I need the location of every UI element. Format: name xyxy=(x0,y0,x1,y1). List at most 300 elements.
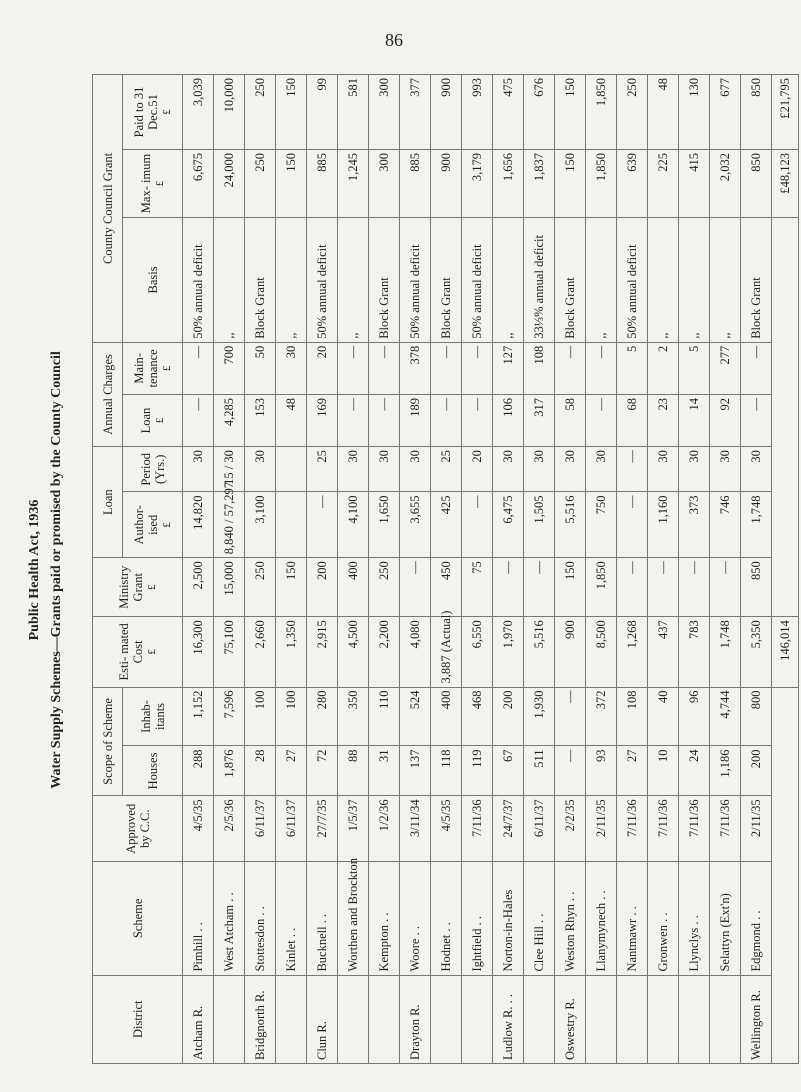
table-row xyxy=(400,75,431,1064)
houses-cell: 511 xyxy=(524,746,555,796)
paid-cell: 993 xyxy=(462,75,493,150)
estimated-cost-cell: 1,970 xyxy=(493,617,524,687)
scheme-cell: Bucknell . . xyxy=(307,862,338,975)
inhabitants-cell: 1,152 xyxy=(183,687,214,746)
loan-authorised-cell: 1,650 xyxy=(369,492,400,558)
annual-loan-cell: 169 xyxy=(307,394,338,446)
table-row xyxy=(307,75,338,1064)
maintenance-cell: — xyxy=(586,342,617,394)
total-estimated-cost: 146,014 xyxy=(772,617,799,687)
ministry-grant-cell: 250 xyxy=(369,558,400,617)
estimated-cost-cell: 6,550 xyxy=(462,617,493,687)
basis-cell: ,, xyxy=(214,218,245,343)
scheme-cell: Norton-in-Hales xyxy=(493,862,524,975)
houses-cell: 72 xyxy=(307,746,338,796)
district-cell xyxy=(338,975,369,1063)
page-number: 86 xyxy=(385,30,403,50)
district-cell: Oswestry R. xyxy=(555,975,586,1063)
scheme-cell: West Atcham . . xyxy=(214,862,245,975)
ministry-grant-cell: 250 xyxy=(245,558,276,617)
loan-authorised-cell: 14,820 xyxy=(183,492,214,558)
houses-cell: 1,876 xyxy=(214,746,245,796)
table-body xyxy=(183,75,772,1064)
paid-cell: 677 xyxy=(710,75,741,150)
inhabitants-cell: 372 xyxy=(586,687,617,746)
ministry-grant-cell: — xyxy=(648,558,679,617)
estimated-cost-cell: 4,500 xyxy=(338,617,369,687)
estimated-cost-cell: 1,268 xyxy=(617,617,648,687)
district-cell xyxy=(617,975,648,1063)
ministry-grant-cell: 2,500 xyxy=(183,558,214,617)
estimated-cost-cell: 900 xyxy=(555,617,586,687)
annual-loan-cell: 189 xyxy=(400,394,431,446)
paid-cell: 10,000 xyxy=(214,75,245,150)
loan-authorised-cell: 425 xyxy=(431,492,462,558)
district-cell: Clun R. xyxy=(307,975,338,1063)
district-cell xyxy=(524,975,555,1063)
estimated-cost-cell: 2,200 xyxy=(369,617,400,687)
basis-cell: 50% annual deficit xyxy=(462,218,493,343)
scheme-cell: Gronwen . . xyxy=(648,862,679,975)
header-maximum: Max- imum £ xyxy=(123,150,183,218)
approved-date-cell: 1/5/37 xyxy=(338,796,369,862)
basis-cell: Block Grant xyxy=(555,218,586,343)
maximum-cell: 150 xyxy=(276,150,307,218)
district-cell xyxy=(462,975,493,1063)
district-cell xyxy=(276,975,307,1063)
scheme-cell: Pimhill . . xyxy=(183,862,214,975)
scheme-cell: Nantmawr . . xyxy=(617,862,648,975)
maximum-cell: 1,656 xyxy=(493,150,524,218)
totals-row xyxy=(772,75,799,1064)
district-cell xyxy=(648,975,679,1063)
estimated-cost-cell: 1,350 xyxy=(276,617,307,687)
ministry-grant-cell: 400 xyxy=(338,558,369,617)
maintenance-cell: — xyxy=(338,342,369,394)
basis-cell: ,, xyxy=(679,218,710,343)
ministry-grant-cell: — xyxy=(493,558,524,617)
table-row xyxy=(679,75,710,1064)
houses-cell: 93 xyxy=(586,746,617,796)
maximum-cell: 639 xyxy=(617,150,648,218)
approved-date-cell: 1/2/36 xyxy=(369,796,400,862)
approved-date-cell: 6/11/37 xyxy=(524,796,555,862)
annual-loan-cell: — xyxy=(183,394,214,446)
paid-cell: 130 xyxy=(679,75,710,150)
table-row xyxy=(276,75,307,1064)
estimated-cost-cell: 16,300 xyxy=(183,617,214,687)
loan-period-cell: — xyxy=(617,447,648,492)
header-paid: Paid to 31 Dec.51 £ xyxy=(123,75,183,150)
title-line-2: Water Supply Schemes—Grants paid or promised by the County Council xyxy=(49,351,64,789)
header-annual-charges: Annual Charges xyxy=(93,342,123,446)
maintenance-cell: — xyxy=(369,342,400,394)
maximum-cell: 24,000 xyxy=(214,150,245,218)
maintenance-cell: 277 xyxy=(710,342,741,394)
total-paid: £21,795 xyxy=(772,75,799,150)
basis-cell: Block Grant xyxy=(431,218,462,343)
inhabitants-cell: 96 xyxy=(679,687,710,746)
district-cell xyxy=(586,975,617,1063)
table-row xyxy=(555,75,586,1064)
paid-cell: 676 xyxy=(524,75,555,150)
ministry-grant-cell: 200 xyxy=(307,558,338,617)
maintenance-cell: 700 xyxy=(214,342,245,394)
loan-authorised-cell xyxy=(276,492,307,558)
table-row xyxy=(245,75,276,1064)
scheme-cell: Stottesdon . . xyxy=(245,862,276,975)
ministry-grant-cell: — xyxy=(400,558,431,617)
estimated-cost-cell: 2,915 xyxy=(307,617,338,687)
estimated-cost-cell: 2,660 xyxy=(245,617,276,687)
houses-cell: 27 xyxy=(617,746,648,796)
maintenance-cell: 2 xyxy=(648,342,679,394)
scheme-cell: Woore . . xyxy=(400,862,431,975)
maintenance-cell: 108 xyxy=(524,342,555,394)
annual-loan-cell: — xyxy=(586,394,617,446)
ministry-grant-cell: 450 xyxy=(431,558,462,617)
houses-cell: 1,186 xyxy=(710,746,741,796)
district-cell xyxy=(679,975,710,1063)
table-row xyxy=(338,75,369,1064)
maximum-cell: 250 xyxy=(245,150,276,218)
maintenance-cell: — xyxy=(183,342,214,394)
loan-authorised-cell: 1,160 xyxy=(648,492,679,558)
loan-period-cell: 15 / 30 xyxy=(214,447,245,492)
header-loan-group: Loan xyxy=(93,447,123,558)
header-basis: Basis xyxy=(123,218,183,343)
header-annual-loan: Loan £ xyxy=(123,394,183,446)
inhabitants-cell: 7,596 xyxy=(214,687,245,746)
approved-date-cell: 7/11/36 xyxy=(617,796,648,862)
paid-cell: 377 xyxy=(400,75,431,150)
maximum-cell: 225 xyxy=(648,150,679,218)
estimated-cost-cell: 1,748 xyxy=(710,617,741,687)
loan-authorised-cell: 3,655 xyxy=(400,492,431,558)
district-cell: Ludlow R. . . xyxy=(493,975,524,1063)
paid-cell: 475 xyxy=(493,75,524,150)
paid-cell: 1,850 xyxy=(586,75,617,150)
loan-period-cell: 30 xyxy=(493,447,524,492)
houses-cell: — xyxy=(555,746,586,796)
table-row xyxy=(741,75,772,1064)
basis-cell: 50% annual deficit xyxy=(183,218,214,343)
annual-loan-cell: 92 xyxy=(710,394,741,446)
estimated-cost-cell: 8,500 xyxy=(586,617,617,687)
inhabitants-cell: 524 xyxy=(400,687,431,746)
header-inhabitants: Inhab- itants xyxy=(123,687,183,746)
table-row xyxy=(214,75,245,1064)
total-maximum: £48,123 xyxy=(772,150,799,218)
scheme-cell: Worthen and Brockton xyxy=(338,862,369,975)
district-cell: Bridgnorth R. xyxy=(245,975,276,1063)
ministry-grant-cell: 75 xyxy=(462,558,493,617)
loan-period-cell: 30 xyxy=(524,447,555,492)
approved-date-cell: 2/11/35 xyxy=(741,796,772,862)
annual-loan-cell: 14 xyxy=(679,394,710,446)
rotated-table-area xyxy=(92,74,792,1064)
basis-cell: ,, xyxy=(493,218,524,343)
scheme-cell: Llynclys . . xyxy=(679,862,710,975)
table-row xyxy=(183,75,214,1064)
basis-cell: ,, xyxy=(276,218,307,343)
ministry-grant-cell: — xyxy=(524,558,555,617)
houses-cell: 288 xyxy=(183,746,214,796)
ministry-grant-cell: 1,850 xyxy=(586,558,617,617)
table-row xyxy=(524,75,555,1064)
loan-period-cell: 30 xyxy=(679,447,710,492)
loan-authorised-cell: 746 xyxy=(710,492,741,558)
grants-table xyxy=(92,74,792,1064)
loan-period-cell: 30 xyxy=(245,447,276,492)
approved-date-cell: 4/5/35 xyxy=(431,796,462,862)
loan-period-cell: 20 xyxy=(462,447,493,492)
inhabitants-cell: 280 xyxy=(307,687,338,746)
annual-loan-cell: 4,285 xyxy=(214,394,245,446)
title-line-1: Public Health Act, 1936 xyxy=(27,499,42,641)
annual-loan-cell: — xyxy=(462,394,493,446)
table-row xyxy=(431,75,462,1064)
inhabitants-cell: 200 xyxy=(493,687,524,746)
scheme-cell: Kempton . . xyxy=(369,862,400,975)
maximum-cell: 1,850 xyxy=(586,150,617,218)
houses-cell: 119 xyxy=(462,746,493,796)
approved-date-cell: 7/11/36 xyxy=(679,796,710,862)
ministry-grant-cell: 15,000 xyxy=(214,558,245,617)
loan-period-cell: 25 xyxy=(307,447,338,492)
houses-cell: 118 xyxy=(431,746,462,796)
estimated-cost-cell: 5,516 xyxy=(524,617,555,687)
inhabitants-cell: 350 xyxy=(338,687,369,746)
approved-date-cell: 7/11/36 xyxy=(710,796,741,862)
loan-period-cell: 30 xyxy=(555,447,586,492)
maximum-cell: 150 xyxy=(555,150,586,218)
header-houses: Houses xyxy=(123,746,183,796)
basis-cell: ,, xyxy=(586,218,617,343)
maintenance-cell: — xyxy=(462,342,493,394)
loan-authorised-cell: 3,100 xyxy=(245,492,276,558)
paid-cell: 150 xyxy=(276,75,307,150)
scheme-cell: Edgmond . . xyxy=(741,862,772,975)
basis-cell: 50% annual deficit xyxy=(400,218,431,343)
maintenance-cell: 50 xyxy=(245,342,276,394)
paid-cell: 900 xyxy=(431,75,462,150)
maximum-cell: 3,179 xyxy=(462,150,493,218)
scheme-cell: Hodnet . . xyxy=(431,862,462,975)
maximum-cell: 2,032 xyxy=(710,150,741,218)
approved-date-cell: 3/11/34 xyxy=(400,796,431,862)
houses-cell: 137 xyxy=(400,746,431,796)
table-row xyxy=(710,75,741,1064)
maintenance-cell: 5 xyxy=(617,342,648,394)
approved-date-cell: 6/11/37 xyxy=(276,796,307,862)
annual-loan-cell: 68 xyxy=(617,394,648,446)
loan-authorised-cell: 8,840 / 57,297 xyxy=(214,492,245,558)
paid-cell: 48 xyxy=(648,75,679,150)
maximum-cell: 900 xyxy=(431,150,462,218)
ministry-grant-cell: — xyxy=(679,558,710,617)
inhabitants-cell: 800 xyxy=(741,687,772,746)
header-county-council-grant: County Council Grant xyxy=(93,75,123,343)
houses-cell: 67 xyxy=(493,746,524,796)
basis-cell: 50% annual deficit xyxy=(307,218,338,343)
maximum-cell: 300 xyxy=(369,150,400,218)
annual-loan-cell: 153 xyxy=(245,394,276,446)
maintenance-cell: — xyxy=(741,342,772,394)
inhabitants-cell: 400 xyxy=(431,687,462,746)
ministry-grant-cell: 150 xyxy=(555,558,586,617)
houses-cell: 88 xyxy=(338,746,369,796)
district-cell: Atcham R. xyxy=(183,975,214,1063)
basis-cell: Block Grant xyxy=(369,218,400,343)
estimated-cost-cell: 783 xyxy=(679,617,710,687)
maximum-cell: 885 xyxy=(307,150,338,218)
ministry-grant-cell: — xyxy=(617,558,648,617)
inhabitants-cell: 1,930 xyxy=(524,687,555,746)
maintenance-cell: — xyxy=(431,342,462,394)
paid-cell: 99 xyxy=(307,75,338,150)
ministry-grant-cell: 150 xyxy=(276,558,307,617)
maintenance-cell: — xyxy=(555,342,586,394)
approved-date-cell: 24/7/37 xyxy=(493,796,524,862)
loan-authorised-cell: — xyxy=(617,492,648,558)
basis-cell: ,, xyxy=(710,218,741,343)
paid-cell: 850 xyxy=(741,75,772,150)
loan-period-cell xyxy=(276,447,307,492)
header-authorised: Author- ised £ xyxy=(123,492,183,558)
loan-period-cell: 30 xyxy=(741,447,772,492)
annual-loan-cell: — xyxy=(741,394,772,446)
maintenance-cell: 30 xyxy=(276,342,307,394)
ministry-grant-cell: 850 xyxy=(741,558,772,617)
basis-cell: ,, xyxy=(338,218,369,343)
district-cell xyxy=(214,975,245,1063)
header-estimated-cost: Esti- mated Cost £ xyxy=(93,617,183,687)
annual-loan-cell: 317 xyxy=(524,394,555,446)
district-cell: Wellington R. xyxy=(741,975,772,1063)
scheme-cell: Ightfield . . xyxy=(462,862,493,975)
scheme-cell: Kinlet . . xyxy=(276,862,307,975)
houses-cell: 31 xyxy=(369,746,400,796)
header-scheme: Scheme xyxy=(93,862,183,975)
paid-cell: 250 xyxy=(617,75,648,150)
table-row xyxy=(462,75,493,1064)
approved-date-cell: 2/5/36 xyxy=(214,796,245,862)
houses-cell: 28 xyxy=(245,746,276,796)
loan-authorised-cell: 6,475 xyxy=(493,492,524,558)
district-cell: Drayton R. xyxy=(400,975,431,1063)
houses-cell: 10 xyxy=(648,746,679,796)
approved-date-cell: 6/11/37 xyxy=(245,796,276,862)
loan-authorised-cell: 1,748 xyxy=(741,492,772,558)
ministry-grant-cell: — xyxy=(710,558,741,617)
annual-loan-cell: 48 xyxy=(276,394,307,446)
basis-cell: ,, xyxy=(648,218,679,343)
approved-date-cell: 7/11/36 xyxy=(648,796,679,862)
maintenance-cell: 5 xyxy=(679,342,710,394)
approved-date-cell: 2/2/35 xyxy=(555,796,586,862)
table-title xyxy=(14,120,78,1020)
annual-loan-cell: — xyxy=(338,394,369,446)
paid-cell: 581 xyxy=(338,75,369,150)
paid-cell: 300 xyxy=(369,75,400,150)
inhabitants-cell: 468 xyxy=(462,687,493,746)
header-approved: Approved by C.C. xyxy=(93,796,183,862)
basis-cell: Block Grant xyxy=(741,218,772,343)
inhabitants-cell: — xyxy=(555,687,586,746)
houses-cell: 200 xyxy=(741,746,772,796)
header-ministry-grant: Ministry Grant £ xyxy=(93,558,183,617)
loan-authorised-cell: — xyxy=(307,492,338,558)
annual-loan-cell: 106 xyxy=(493,394,524,446)
scheme-cell: Llanymynech . . xyxy=(586,862,617,975)
loan-authorised-cell: — xyxy=(462,492,493,558)
maximum-cell: 6,675 xyxy=(183,150,214,218)
loan-authorised-cell: 5,516 xyxy=(555,492,586,558)
houses-cell: 27 xyxy=(276,746,307,796)
estimated-cost-cell: 75,100 xyxy=(214,617,245,687)
paid-cell: 3,039 xyxy=(183,75,214,150)
estimated-cost-cell: 437 xyxy=(648,617,679,687)
approved-date-cell: 2/11/35 xyxy=(586,796,617,862)
header-period: Period (Yrs.) xyxy=(123,447,183,492)
table-row xyxy=(493,75,524,1064)
approved-date-cell: 7/11/36 xyxy=(462,796,493,862)
inhabitants-cell: 110 xyxy=(369,687,400,746)
header-scope: Scope of Scheme xyxy=(93,687,123,796)
annual-loan-cell: 58 xyxy=(555,394,586,446)
paid-cell: 250 xyxy=(245,75,276,150)
maximum-cell: 1,837 xyxy=(524,150,555,218)
scheme-cell: Weston Rhyn . . xyxy=(555,862,586,975)
estimated-cost-cell: 3,887 (Actual) xyxy=(431,617,462,687)
table-row xyxy=(586,75,617,1064)
table-row xyxy=(369,75,400,1064)
maintenance-cell: 127 xyxy=(493,342,524,394)
houses-cell: 24 xyxy=(679,746,710,796)
scheme-cell: Selattyn (Ext'n) xyxy=(710,862,741,975)
annual-loan-cell: — xyxy=(369,394,400,446)
maximum-cell: 850 xyxy=(741,150,772,218)
inhabitants-cell: 100 xyxy=(245,687,276,746)
loan-authorised-cell: 4,100 xyxy=(338,492,369,558)
loan-period-cell: 30 xyxy=(338,447,369,492)
loan-period-cell: 30 xyxy=(369,447,400,492)
loan-period-cell: 30 xyxy=(710,447,741,492)
maximum-cell: 1,245 xyxy=(338,150,369,218)
loan-authorised-cell: 1,505 xyxy=(524,492,555,558)
loan-period-cell: 30 xyxy=(183,447,214,492)
loan-period-cell: 30 xyxy=(400,447,431,492)
annual-loan-cell: — xyxy=(431,394,462,446)
district-cell xyxy=(369,975,400,1063)
scheme-cell: Clee Hill . . xyxy=(524,862,555,975)
loan-authorised-cell: 750 xyxy=(586,492,617,558)
approved-date-cell: 27/7/35 xyxy=(307,796,338,862)
maintenance-cell: 20 xyxy=(307,342,338,394)
estimated-cost-cell: 4,080 xyxy=(400,617,431,687)
inhabitants-cell: 40 xyxy=(648,687,679,746)
estimated-cost-cell: 5,350 xyxy=(741,617,772,687)
basis-cell: 50% annual deficit xyxy=(617,218,648,343)
loan-authorised-cell: 373 xyxy=(679,492,710,558)
basis-cell: 33⅓% annual deficit xyxy=(524,218,555,343)
maximum-cell: 885 xyxy=(400,150,431,218)
table-row xyxy=(648,75,679,1064)
loan-period-cell: 30 xyxy=(648,447,679,492)
inhabitants-cell: 100 xyxy=(276,687,307,746)
loan-period-cell: 25 xyxy=(431,447,462,492)
